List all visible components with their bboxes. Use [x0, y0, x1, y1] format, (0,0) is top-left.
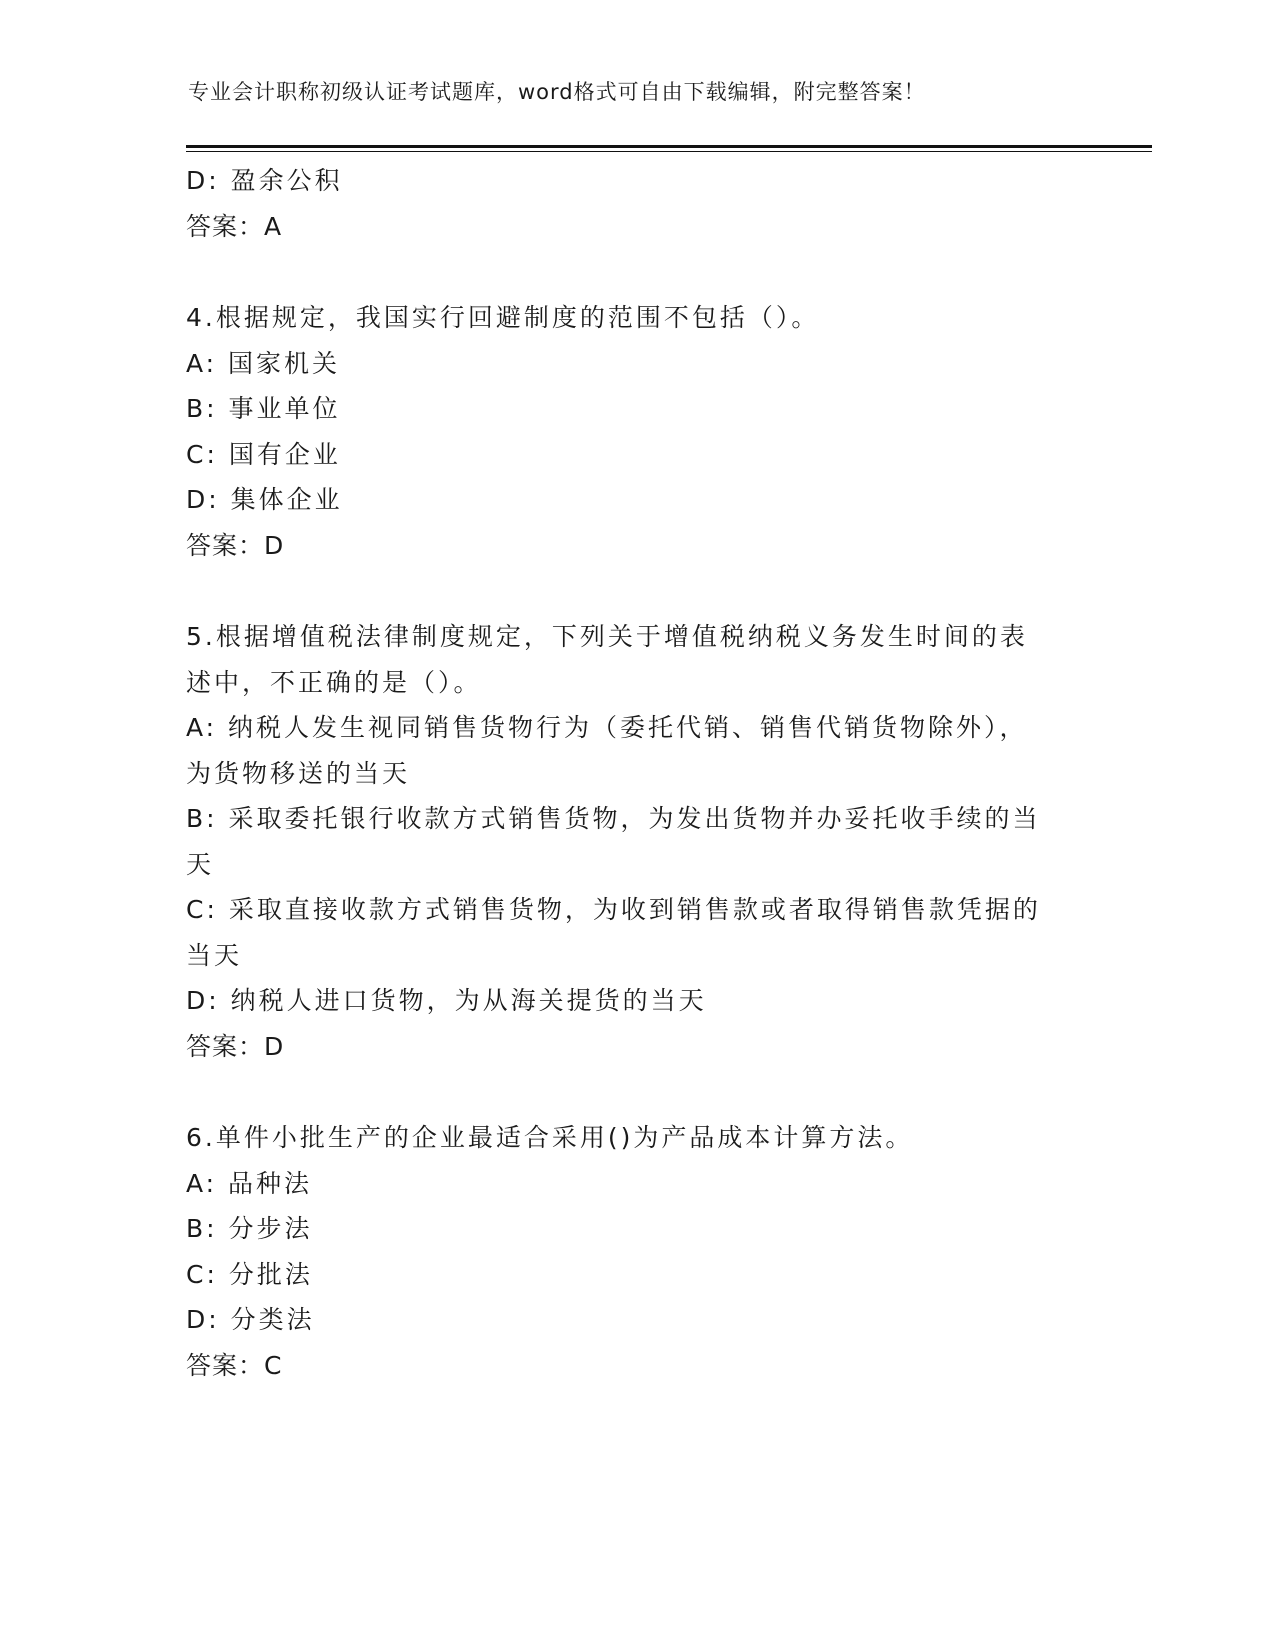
q5-option-d: D: 纳税人进口货物，为从海关提货的当天: [186, 986, 707, 1015]
q4-option-d: D: 集体企业: [186, 485, 343, 514]
header-rule-thick: [186, 145, 1152, 148]
document-header: 专业会计职称初级认证考试题库，word格式可自由下载编辑，附完整答案！: [188, 80, 926, 104]
fragment-answer: 答案：A: [186, 211, 283, 241]
q4-option-b: B: 事业单位: [186, 394, 341, 423]
q6-option-b: B: 分步法: [186, 1214, 313, 1243]
q6-option-d: D: 分类法: [186, 1305, 315, 1334]
document-body: [186, 158, 1076, 1388]
fragment-option-d: D: 盈余公积: [186, 166, 343, 195]
spacer: [186, 1069, 1076, 1115]
q6-answer: 答案：C: [186, 1350, 283, 1380]
q5-option-a-line-2: 为货物移送的当天: [186, 758, 411, 788]
q5-answer: 答案：D: [186, 1031, 285, 1061]
q5-option-b-line-2: 天: [186, 849, 215, 879]
q5-option-c-line-2: 当天: [186, 940, 243, 970]
q6-stem: 6.单件小批生产的企业最适合采用()为产品成本计算方法。: [186, 1123, 914, 1152]
q6-option-a: A: 品种法: [186, 1168, 313, 1198]
q4-stem: 4.根据规定，我国实行回避制度的范围不包括（）。: [186, 303, 820, 332]
q5-option-c-line-1: C: 采取直接收款方式销售货物，为收到销售款或者取得销售款凭据的: [186, 895, 1041, 924]
header-rule-thin: [186, 151, 1152, 152]
spacer: [186, 249, 1076, 295]
spacer: [186, 568, 1076, 614]
q5-stem-line-1: 5.根据增值税法律制度规定，下列关于增值税纳税义务发生时间的表: [186, 622, 1028, 651]
q4-option-a: A: 国家机关: [186, 348, 341, 378]
q6-option-c: C: 分批法: [186, 1259, 313, 1289]
q4-answer: 答案：D: [186, 530, 285, 560]
q4-option-c: C: 国有企业: [186, 439, 341, 469]
q5-option-a-line-1: A: 纳税人发生视同销售货物行为（委托代销、销售代销货物除外），: [186, 713, 1028, 742]
q5-option-b-line-1: B: 采取委托银行收款方式销售货物，为发出货物并办妥托收手续的当: [186, 804, 1041, 833]
q5-stem-line-2: 述中，不正确的是（）。: [186, 667, 482, 697]
